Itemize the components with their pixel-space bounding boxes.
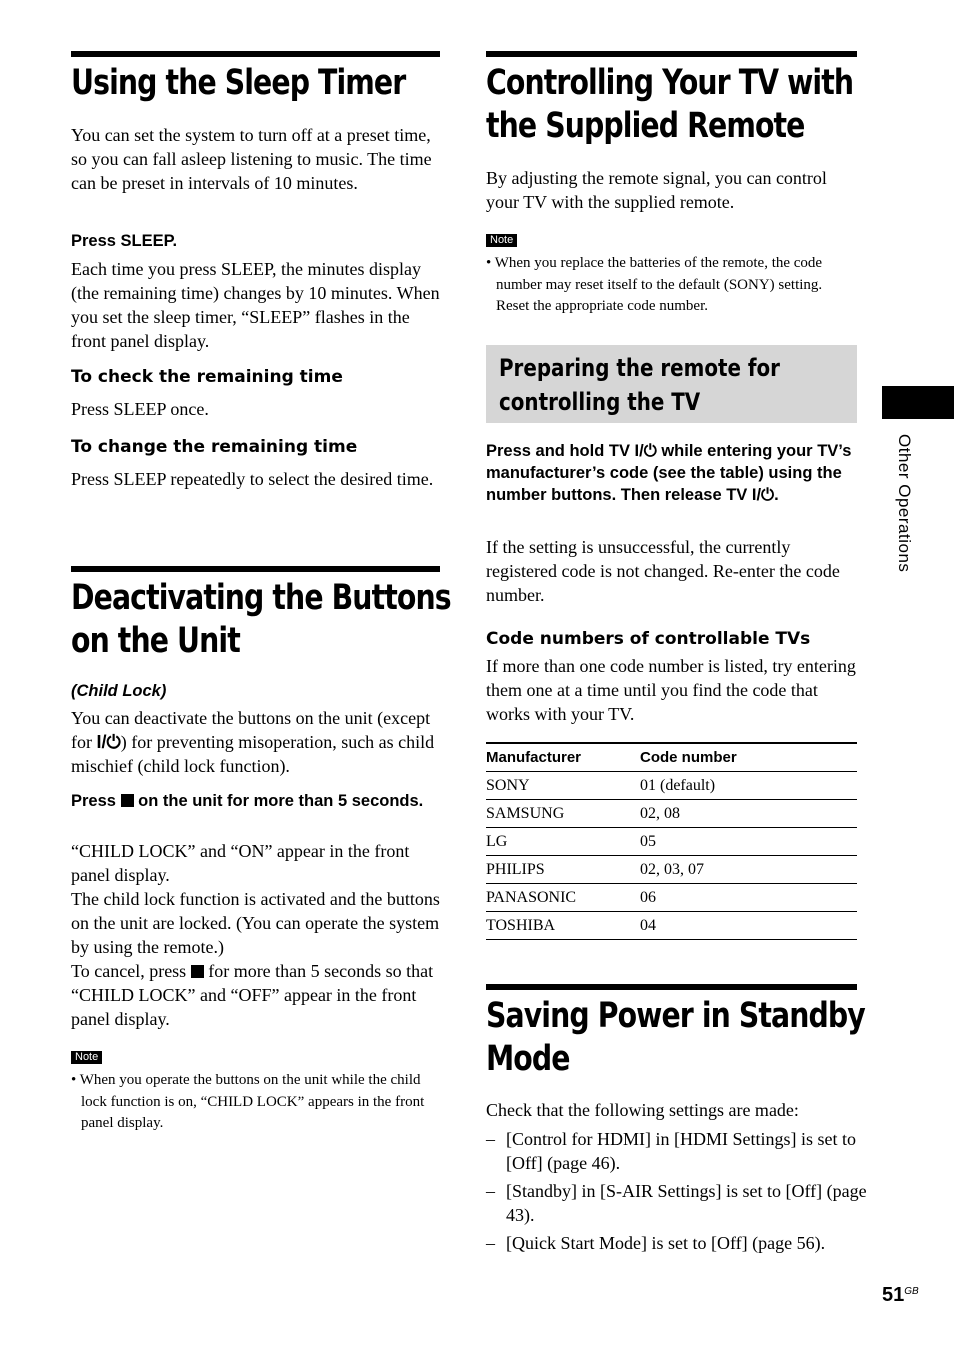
tv-step: Press and hold TV I/⏻ while entering your TV’s manufacturer’s code (see the table) using the number buttons. Then release TV I/⏻. bbox=[486, 442, 852, 504]
table-row bbox=[486, 856, 857, 884]
page-number: $51^{GB}$ bbox=[882, 1284, 919, 1306]
table-row bbox=[486, 912, 857, 940]
preparing-remote-box bbox=[486, 345, 857, 423]
tv-title-line2: the Supplied Remote bbox=[486, 106, 805, 146]
section-rule bbox=[71, 566, 440, 572]
standby-title-line1: Saving Power in Standby bbox=[486, 996, 865, 1036]
sleep-timer-title: Using the Sleep Timer bbox=[71, 63, 406, 103]
table-row bbox=[486, 884, 857, 912]
tv-title-line1: Controlling Your TV with bbox=[486, 63, 854, 103]
child-lock-subtitle: (Child Lock) bbox=[71, 682, 167, 700]
section-rule bbox=[486, 984, 857, 990]
stop-icon bbox=[121, 794, 134, 807]
manufacturer-cell: PHILIPS bbox=[486, 856, 640, 884]
manufacturer-cell: PANASONIC bbox=[486, 884, 640, 912]
table-row bbox=[486, 772, 857, 800]
child-lock-body-3: To cancel, press for more than 5 seconds so that “CHILD LOCK” and “OFF” appear in the front panel display. bbox=[71, 961, 434, 1029]
manufacturer-cell: LG bbox=[486, 828, 640, 856]
box-title-line2: controlling the TV bbox=[499, 388, 701, 416]
note-block bbox=[71, 1047, 440, 1135]
column-header: Manufacturer bbox=[486, 743, 640, 772]
tv-intro: By adjusting the remote signal, you can control your TV with the supplied remote. bbox=[486, 168, 827, 212]
column-header: Code number bbox=[640, 743, 857, 772]
code-cell: 05 bbox=[640, 828, 857, 856]
note-tag: Note bbox=[71, 1051, 102, 1064]
sleep-step: Press SLEEP. bbox=[71, 232, 178, 250]
code-numbers-body: If more than one code number is listed, try entering them one at a time until you find the code that works with your TV. bbox=[486, 656, 856, 724]
list-item: – [Standby] in [S-AIR Settings] is set to [Off] (page 43). bbox=[486, 1179, 877, 1227]
manufacturer-cell: TOSHIBA bbox=[486, 912, 640, 940]
manufacturer-cell: SONY bbox=[486, 772, 640, 800]
page-suffix: GB bbox=[904, 1286, 919, 1297]
note-tag: Note bbox=[486, 234, 517, 247]
deactivate-title-line2: on the Unit bbox=[71, 621, 240, 661]
code-table bbox=[486, 742, 857, 940]
code-cell: 02, 08 bbox=[640, 800, 857, 828]
power-icon: I/⏻ bbox=[96, 732, 121, 752]
side-tab-marker bbox=[882, 386, 954, 419]
sleep-step-body: Each time you press SLEEP, the minutes display (the remaining time) changes by 10 minutes. When you set the sleep timer, “SLEEP” flashes in the front panel display. bbox=[71, 259, 440, 351]
note-text: • When you operate the buttons on the unit while the child lock function is on, “CHILD LOCK” appears in the front panel display. bbox=[71, 1072, 425, 1131]
check-remaining-heading: To check the remaining time bbox=[71, 367, 343, 387]
tv-step-body: If the setting is unsuccessful, the currently registered code is not changed. Re-enter the code number. bbox=[486, 537, 840, 605]
child-lock-step: Press on the unit for more than 5 seconds. bbox=[71, 792, 424, 810]
list-item: – [Control for HDMI] in [HDMI Settings] is set to [Off] (page 46). bbox=[486, 1127, 877, 1175]
child-lock-body-2: The child lock function is activated and the buttons on the unit are locked. (You can operate the system by using the remote.) bbox=[71, 889, 440, 957]
change-remaining-body: Press SLEEP repeatedly to select the desired time. bbox=[71, 469, 434, 489]
deactivate-title-line1: Deactivating the Buttons bbox=[71, 578, 451, 618]
section-rule bbox=[486, 51, 857, 57]
check-remaining-body: Press SLEEP once. bbox=[71, 399, 209, 419]
table-row bbox=[486, 800, 857, 828]
table-row bbox=[486, 828, 857, 856]
sleep-intro: You can set the system to turn off at a preset time, so you can fall asleep listening to music. The time can be preset in intervals of 10 minutes. bbox=[71, 125, 432, 193]
code-cell: 06 bbox=[640, 884, 857, 912]
code-cell: 01 (default) bbox=[640, 772, 857, 800]
note-text: • When you replace the batteries of the remote, the code number may reset itself to the default (SONY) setting. Reset the appropriate code number. bbox=[486, 255, 823, 314]
list-item: – [Quick Start Mode] is set to [Off] (page 56). bbox=[486, 1231, 877, 1255]
table-header-row bbox=[486, 743, 857, 772]
code-cell: 04 bbox=[640, 912, 857, 940]
code-cell: 02, 03, 07 bbox=[640, 856, 857, 884]
standby-intro: Check that the following settings are made: bbox=[486, 1100, 799, 1120]
side-tab-label: Other Operations bbox=[895, 434, 914, 573]
stop-icon bbox=[191, 965, 204, 978]
deactivate-intro: You can deactivate the buttons on the unit (except for I/⏻) for preventing misoperation, such as child mischief (child lock function). bbox=[71, 708, 435, 776]
note-block bbox=[486, 230, 857, 318]
change-remaining-heading: To change the remaining time bbox=[71, 437, 358, 457]
child-lock-body-1: “CHILD LOCK” and “ON” appear in the front panel display. bbox=[71, 841, 410, 885]
section-rule bbox=[71, 51, 440, 57]
code-numbers-heading: Code numbers of controllable TVs bbox=[486, 629, 811, 649]
standby-title-line2: Mode bbox=[486, 1039, 570, 1079]
box-title-line1: Preparing the remote for bbox=[499, 354, 780, 382]
manufacturer-cell: SAMSUNG bbox=[486, 800, 640, 828]
